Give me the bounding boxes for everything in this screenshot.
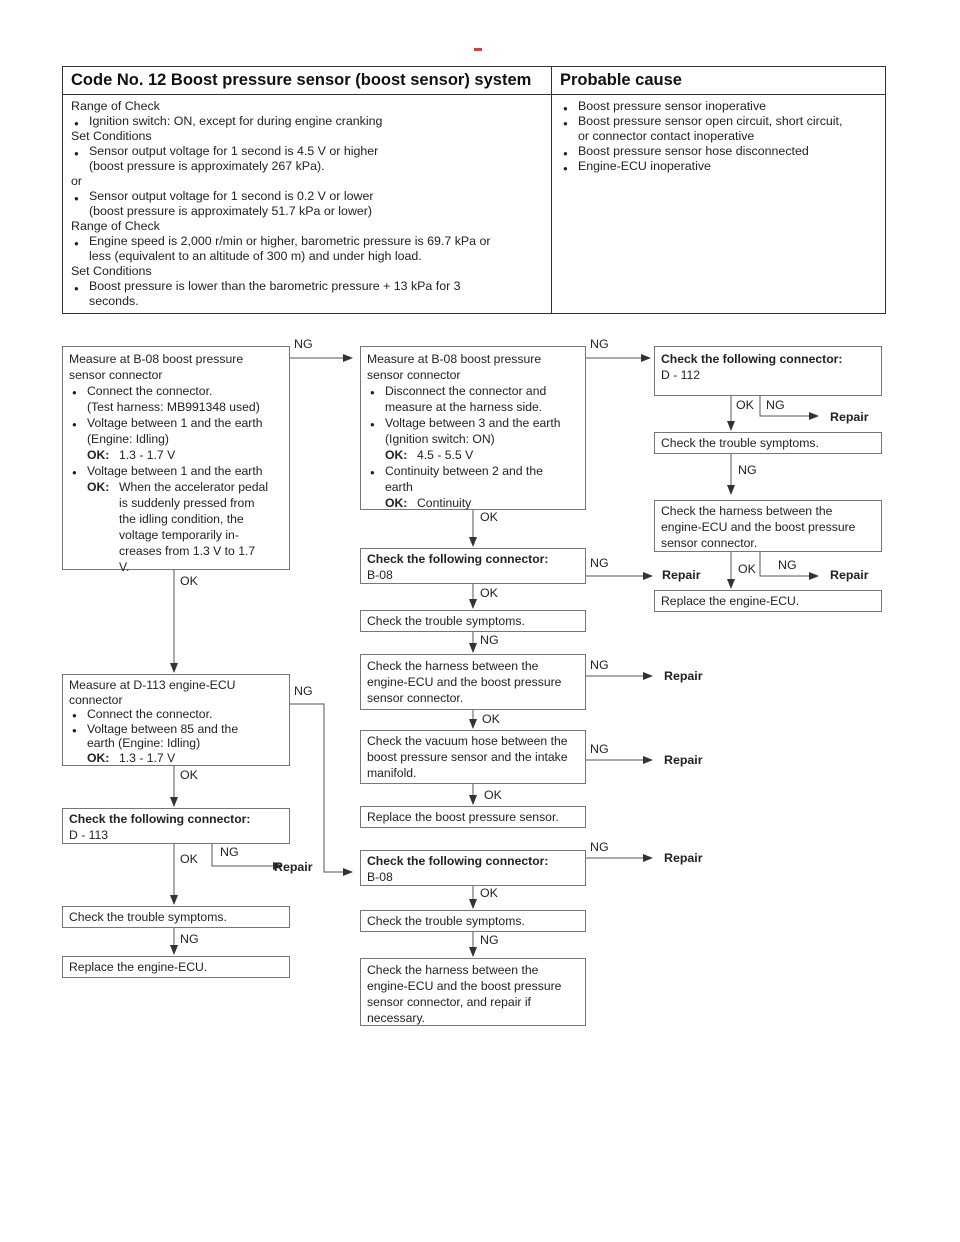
- code-title: Code No. 12 Boost pressure sensor (boost sensor) system: [71, 71, 532, 89]
- box5-line3: sensor connector.: [661, 536, 758, 550]
- label-ok-b5: OK: [738, 562, 756, 576]
- box2-bullet2-sub: (Ignition switch: ON): [385, 432, 495, 446]
- box9-line2: engine-ECU and the boost pressure: [367, 675, 562, 689]
- box-trouble-symptoms-2: Check the trouble symptoms.: [360, 610, 586, 632]
- label-ok-b2: OK: [480, 510, 498, 524]
- label-ok-b15: OK: [180, 768, 198, 782]
- label-ng-b9: NG: [590, 658, 609, 672]
- box-replace-boost-sensor: Replace the boost pressure sensor.: [360, 806, 586, 828]
- box15-ok: [69, 751, 283, 766]
- label-ng-b4: NG: [738, 463, 757, 477]
- box2-bullet1-sub: measure at the harness side.: [385, 400, 543, 414]
- box2-bullet3: ● Continuity between 2 and the: [367, 463, 579, 479]
- causes-line: ● Boost pressure sensor inoperative: [560, 99, 877, 114]
- label-ok-b16: OK: [180, 852, 198, 866]
- causes-line: ● Boost pressure sensor hose disconnected: [560, 144, 877, 159]
- box10-line2: boost pressure sensor and the intake: [367, 750, 568, 764]
- arrow-b15-b12: [290, 704, 352, 872]
- box-measure-b08-voltage: [62, 346, 290, 574]
- box2-bullet1: ● Disconnect the connector and: [367, 383, 579, 399]
- box-trouble-symptoms-3: Check the trouble symptoms.: [360, 910, 586, 932]
- label-ng-b12: NG: [590, 840, 609, 854]
- label-ng-b2: NG: [590, 337, 609, 351]
- box7-sub: B-08: [367, 568, 393, 582]
- box-check-connector-d112: [654, 346, 882, 396]
- box1-ok2-v5: creases from 1.3 V to 1.7: [119, 544, 256, 558]
- box12-sub: B-08: [367, 870, 393, 884]
- conditions-line: ● Sensor output voltage for 1 second is 4.5 V or higher: [71, 144, 543, 159]
- box1-bullet2-sub: (Engine: Idling): [87, 432, 169, 446]
- box2-line2: sensor connector: [367, 368, 461, 382]
- box15-ok-value: 1.3 - 1.7 V: [119, 750, 176, 765]
- box1-bullet2: ● Voltage between 1 and the earth: [69, 415, 283, 431]
- causes-line: or connector contact inoperative: [578, 129, 755, 143]
- conditions-line: (boost pressure is approximately 51.7 kPa or lower): [89, 204, 373, 218]
- conditions-line: Range of Check: [71, 219, 160, 233]
- causes-line: ● Boost pressure sensor open circuit, short circuit,: [560, 114, 877, 129]
- repair-b16: Repair: [274, 860, 313, 874]
- label-ng-b8: NG: [480, 633, 499, 647]
- conditions-line: less (equivalent to an altitude of 300 m) and under high load.: [89, 249, 422, 263]
- box-replace-ecu-2: Replace the engine-ECU.: [62, 956, 290, 978]
- box1-ok2-v2: is suddenly pressed from: [119, 496, 255, 510]
- label-ng-b17: NG: [180, 932, 199, 946]
- label-ok-b1: OK: [180, 574, 198, 588]
- label-ok-b7: OK: [480, 586, 498, 600]
- box15-bullet2: ● Voltage between 85 and the: [69, 722, 283, 737]
- box5-line2: engine-ECU and the boost pressure: [661, 520, 856, 534]
- conditions-line: (boost pressure is approximately 267 kPa).: [89, 159, 325, 173]
- box5-line1: Check the harness between the: [661, 504, 833, 518]
- repair-b3: Repair: [830, 410, 869, 424]
- causes-line: ● Engine-ECU inoperative: [560, 159, 877, 174]
- label-ng-b15: NG: [294, 684, 313, 698]
- conditions-line: Set Conditions: [71, 129, 152, 143]
- box2-ok1-key: OK:: [385, 448, 408, 462]
- label-ok-b10: OK: [484, 788, 502, 802]
- box9-line1: Check the harness between the: [367, 659, 539, 673]
- conditions-line: Range of Check: [71, 99, 160, 113]
- box-check-harness-repair: [360, 958, 586, 1026]
- repair-b5: Repair: [830, 568, 869, 582]
- label-ng-b16: NG: [220, 845, 239, 859]
- box9-line3: sensor connector.: [367, 691, 464, 705]
- box1-ok1-value: 1.3 - 1.7 V: [119, 448, 176, 462]
- box1-ok2-v1: When the accelerator pedal: [119, 480, 269, 494]
- box2-ok2: [367, 495, 579, 511]
- box-replace-ecu-1: Replace the engine-ECU.: [654, 590, 882, 612]
- box-check-vacuum-hose: [360, 730, 586, 784]
- label-ok-b9: OK: [482, 712, 500, 726]
- box1-ok2-v3: the idling condition, the: [119, 512, 244, 526]
- box1-ok2: [69, 479, 283, 495]
- conditions-line: ● Ignition switch: ON, except for during engine cranking: [71, 114, 543, 129]
- conditions-line: or: [71, 174, 83, 188]
- box15-line2: connector: [69, 692, 123, 707]
- conditions-line: ● Sensor output voltage for 1 second is 0.2 V or lower: [71, 189, 543, 204]
- box-check-connector-b08-2: [360, 850, 586, 886]
- label-ng-b7: NG: [590, 556, 609, 570]
- box10-line3: manifold.: [367, 766, 417, 780]
- box1-bullet1-sub: (Test harness: MB991348 used): [87, 400, 260, 414]
- label-ng-b5: NG: [778, 558, 797, 572]
- box1-ok2-v6: V.: [119, 560, 130, 574]
- box14-line3: sensor connector, and repair if: [367, 995, 531, 1009]
- box15-ok-key: OK:: [87, 750, 110, 765]
- label-ng-b3: NG: [766, 398, 785, 412]
- box-check-connector-b08-1: [360, 548, 586, 584]
- box1-bullet3: ● Voltage between 1 and the earth: [69, 463, 283, 479]
- box1-line1: Measure at B-08 boost pressure: [69, 352, 244, 366]
- box1-bullet1: ● Connect the connector.: [69, 383, 283, 399]
- box14-line4: necessary.: [367, 1011, 426, 1025]
- conditions-line: seconds.: [89, 294, 139, 308]
- repair-b10: Repair: [664, 753, 703, 767]
- repair-b9: Repair: [664, 669, 703, 683]
- label-ng-b1: NG: [294, 337, 313, 351]
- conditions-line: ● Engine speed is 2,000 r/min or higher, barometric pressure is 69.7 kPa or: [71, 234, 543, 249]
- conditions-line: ● Boost pressure is lower than the barometric pressure + 13 kPa for 3: [71, 279, 543, 294]
- box2-bullet2: ● Voltage between 3 and the earth: [367, 415, 579, 431]
- label-ok-b12: OK: [480, 886, 498, 900]
- box1-ok1: [69, 447, 283, 463]
- label-ng-b10: NG: [590, 742, 609, 756]
- box-trouble-symptoms-4: Check the trouble symptoms.: [62, 906, 290, 928]
- box16-title: Check the following connector:: [69, 812, 251, 826]
- box15-bullet2-sub: earth (Engine: Idling): [87, 736, 201, 750]
- box12-title: Check the following connector:: [367, 854, 549, 868]
- repair-b7: Repair: [662, 568, 701, 582]
- box3-sub: D - 112: [661, 368, 701, 382]
- conditions-line: Set Conditions: [71, 264, 152, 278]
- box2-bullet3-sub: earth: [385, 480, 413, 494]
- box14-line2: engine-ECU and the boost pressure: [367, 979, 562, 993]
- box1-ok2-key: OK:: [87, 480, 110, 494]
- box15-bullet1: ● Connect the connector.: [69, 707, 283, 722]
- box2-ok2-value: Continuity: [417, 496, 472, 510]
- label-ng-b13: NG: [480, 933, 499, 947]
- box2-line1: Measure at B-08 boost pressure: [367, 352, 542, 366]
- probable-cause-title: Probable cause: [560, 71, 682, 89]
- box7-title: Check the following connector:: [367, 552, 549, 566]
- box1-ok2-v4: voltage temporarily in-: [119, 528, 239, 542]
- box-check-harness-2: [360, 654, 586, 710]
- repair-b12: Repair: [664, 851, 703, 865]
- label-ok-b3: OK: [736, 398, 754, 412]
- box3-title: Check the following connector:: [661, 352, 843, 366]
- box10-line1: Check the vacuum hose between the: [367, 734, 568, 748]
- box16-sub: D - 113: [69, 828, 109, 842]
- box2-ok1: [367, 447, 579, 463]
- box14-line1: Check the harness between the: [367, 963, 539, 977]
- box-measure-b08-harness: [360, 346, 586, 510]
- box1-ok1-key: OK:: [87, 448, 110, 462]
- box2-ok2-key: OK:: [385, 496, 408, 510]
- box-trouble-symptoms-1: Check the trouble symptoms.: [654, 432, 882, 454]
- box15-line1: Measure at D-113 engine-ECU: [69, 678, 236, 692]
- box1-line2: sensor connector: [69, 368, 163, 382]
- box-measure-d113: [62, 674, 290, 766]
- box-check-connector-d113: [62, 808, 290, 844]
- box-check-harness-1: [654, 500, 882, 552]
- box2-ok1-value: 4.5 - 5.5 V: [417, 448, 474, 462]
